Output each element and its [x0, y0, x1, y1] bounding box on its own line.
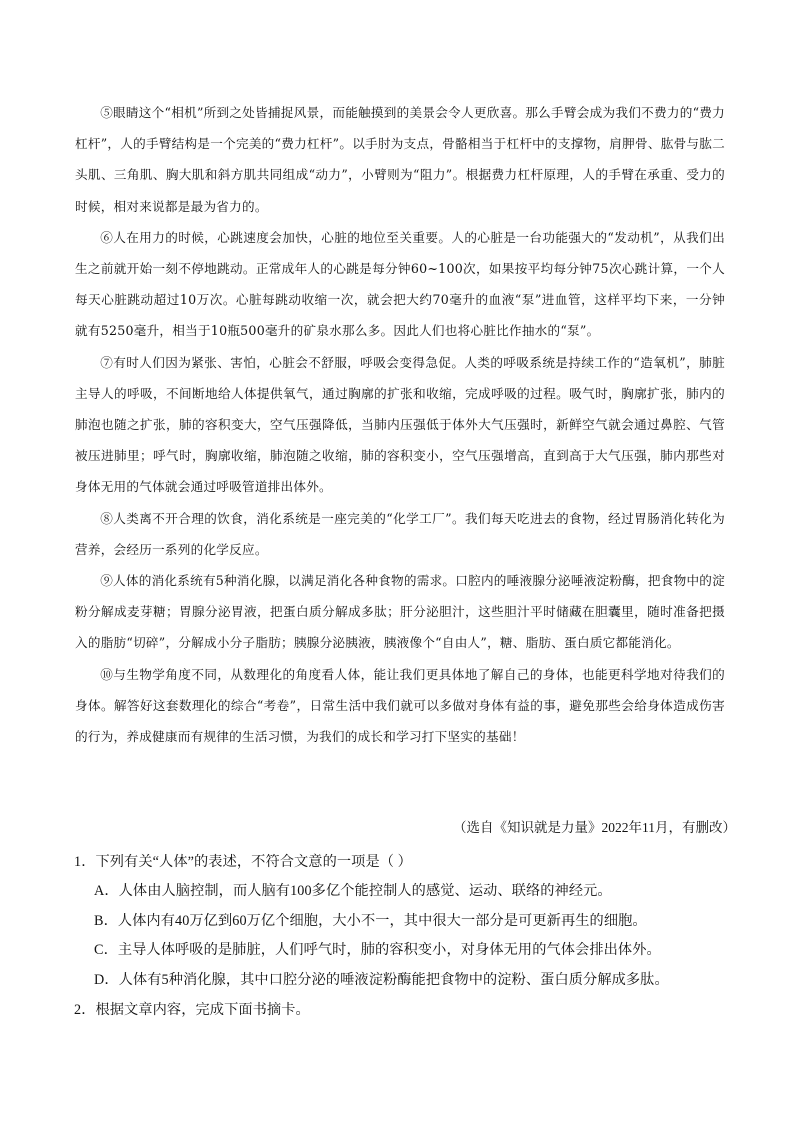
questions-section — [74, 847, 734, 1025]
option-c-letter: C． — [94, 942, 118, 958]
option-a — [74, 877, 734, 907]
option-c-text: 主导人体呼吸的是肺脏，人们呼气时，肺的容积变小，对身体无用的气体会排出体外。 — [117, 942, 661, 958]
article-body — [75, 97, 725, 752]
paragraph-8: ⑧人类离不开合理的饮食，消化系统是一座完美的“化学工厂”。我们每天吃进去的食物，经过胃肠消化转化为营养，会经历一系列的化学反应。 — [75, 510, 725, 557]
paragraph-9: ⑨人体的消化系统有5种消化腺，以满足消化各种食物的需求。口腔内的唾液腺分泌唾液淀粉酶，把食物中的淀粉分解成麦芽糖；胃腺分泌胃液，把蛋白质分解成多肽；肝分泌胆汁，这些胆汁平时储藏在胆囊里，随时准备把摄入的脂肪“切碎”，分解成小分子脂肪；胰腺分泌胰液，胰液像个“自由人”，糖、脂肪、蛋白质它都能消化。 — [75, 573, 725, 651]
paragraph-10: ⑩与生物学角度不同，从数理化的角度看人体，能让我们更具体地了解自己的身体，也能更科学地对待我们的身体。解答好这套数理化的综合“考卷”，日常生活中我们就可以多做对身体有益的事，避免那些会给身体造成伤害的行为，养成健康而有规律的生活习惯，为我们的成长和学习打下坚实的基础！ — [75, 666, 725, 745]
option-d — [74, 966, 734, 996]
option-b-text: 人体内有40万亿到60万亿个细胞，大小不一，其中很大一部分是可更新再生的细胞。 — [117, 912, 647, 929]
option-d-letter: D． — [94, 971, 119, 988]
option-b-letter: B． — [94, 912, 118, 929]
option-c — [74, 936, 734, 966]
option-b — [74, 907, 734, 937]
paragraph-5: ⑤眼睛这个“相机”所到之处皆捕捉风景，而能触摸到的美景会令人更欣喜。那么手臂会成为我们不费力的“费力杠杆”，人的手臂结构是一个完美的“费力杠杆”。以手肘为支点，骨骼相当于杠杆中的支撑物，肩胛骨、肱骨与肱二头肌、三角肌、胸大肌和斜方肌共同组成“动力”，小臂则为“阻力”。根据费力杠杆原理，人的手臂在承重、受力的时候，相对来说都是最为省力的。 — [75, 105, 725, 214]
article-source: （选自《知识就是力量》2022年11月，有删改） — [453, 820, 736, 835]
option-d-text: 人体有5种消化腺，其中口腔分泌的唾液淀粉酶能把食物中的淀粉、蛋白质分解成多肽。 — [118, 971, 669, 988]
paragraph-6: ⑥人在用力的时候，心跳速度会加快，心脏的地位至关重要。人的心脏是一台功能强大的“发动机”，从我们出生之前就开始一刻不停地跳动。正常成年人的心跳是每分钟60~100次，如果按平均每分钟75次心跳计算，一个人每天心脏跳动超过10万次。心脏每跳动收缩一次，就会把大约70毫升的血液“泵”进血管，这样平均下来，一分钟就有5250毫升，相当于10瓶500毫升的矿泉水那么多。因此人们也将心脏比作抽水的“泵”。 — [75, 229, 725, 339]
paragraph-7: ⑦有时人们因为紧张、害怕，心脏会不舒服，呼吸会变得急促。人类的呼吸系统是持续工作的“造氧机”，肺脏主导人的呼吸，不间断地给人体提供氧气，通过胸廓的扩张和收缩，完成呼吸的过程。吸气时，胸廓扩张，肺内的肺泡也随之扩张，肺的容积变大，空气压强降低，当肺内压强低于体外大气压强时，新鲜空气就会通过鼻腔、气管被压进肺里；呼气时，胸廓收缩，肺泡随之收缩，肺的容积变小，空气压强增高，直到高于大气压强，肺内那些对身体无用的气体就会通过呼吸管道排出体外。 — [75, 354, 725, 495]
option-a-text: 人体由人脑控制，而人脑有100多亿个能控制人的感觉、运动、联络的神经元。 — [118, 883, 612, 899]
question-2-stem: 2．根据文章内容，完成下面书摘卡。 — [74, 1002, 310, 1018]
question-1-options — [74, 877, 734, 995]
option-a-letter: A． — [94, 883, 119, 899]
question-1-stem: 1．下列有关“人体”的表述，不符合文意的一项是（ ） — [74, 854, 412, 870]
